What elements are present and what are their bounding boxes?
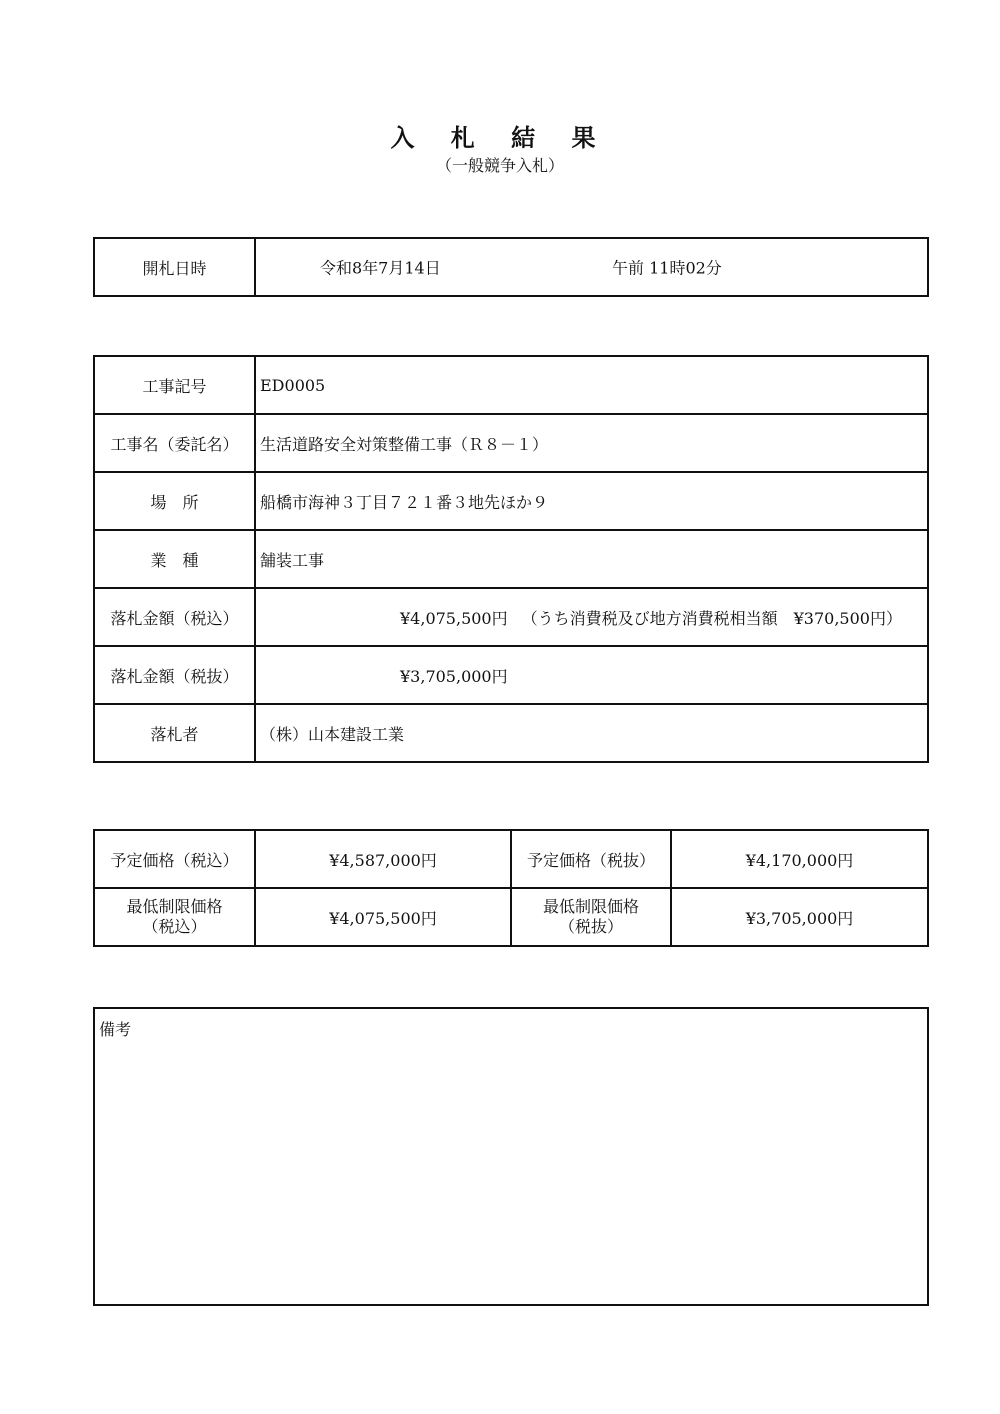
award-incl-label: 落札金額（税込）	[94, 588, 255, 646]
min-incl-value: ¥4,075,500円	[255, 888, 511, 946]
table-row	[94, 704, 928, 762]
remarks-box	[93, 1007, 929, 1306]
details-table	[93, 355, 929, 763]
award-excl-label: 落札金額（税抜）	[94, 646, 255, 704]
work-number-label: 工事記号	[94, 356, 255, 414]
award-incl-value: ¥4,075,500円	[400, 608, 508, 628]
min-incl-label	[94, 888, 255, 946]
planned-incl-label: 予定価格（税込）	[94, 830, 255, 888]
work-name-label: 工事名（委託名）	[94, 414, 255, 472]
opening-table	[93, 237, 929, 297]
min-excl-value: ¥3,705,000円	[671, 888, 928, 946]
opening-date: 令和8年7月14日	[320, 258, 441, 278]
table-row	[94, 830, 928, 888]
opening-label: 開札日時	[94, 238, 255, 296]
category-label: 業 種	[94, 530, 255, 588]
table-row	[94, 472, 928, 530]
min-excl-label	[511, 888, 671, 946]
opening-value-cell	[255, 238, 928, 296]
category-value: 舗装工事	[255, 530, 928, 588]
location-label: 場 所	[94, 472, 255, 530]
min-excl-label-line2: （税抜）	[558, 917, 623, 936]
location-value: 船橋市海神３丁目７２１番３地先ほか９	[255, 472, 928, 530]
winner-value: （株）山本建設工業	[255, 704, 928, 762]
table-row	[94, 530, 928, 588]
min-incl-label-line1: 最低制限価格	[126, 897, 223, 916]
award-excl-value: ¥3,705,000円	[400, 666, 508, 686]
planned-incl-value: ¥4,587,000円	[255, 830, 511, 888]
opening-row	[94, 238, 928, 296]
winner-label: 落札者	[94, 704, 255, 762]
award-tax-note: （うち消費税及び地方消費税相当額 ¥370,500円）	[521, 608, 902, 628]
award-excl-cell	[255, 646, 928, 704]
table-row	[94, 888, 928, 946]
min-excl-label-line1: 最低制限価格	[542, 897, 639, 916]
min-incl-label-line2: （税込）	[142, 917, 207, 936]
work-name-value: 生活道路安全対策整備工事（Ｒ８－１）	[255, 414, 928, 472]
award-incl-cell	[255, 588, 928, 646]
work-number-value: ED0005	[255, 356, 928, 414]
planned-excl-value: ¥4,170,000円	[671, 830, 928, 888]
opening-time: 午前 11時02分	[612, 258, 722, 278]
planned-excl-label: 予定価格（税抜）	[511, 830, 671, 888]
remarks-label: 備考	[99, 1020, 132, 1039]
table-row	[94, 646, 928, 704]
page-subtitle: （一般競争入札）	[435, 156, 564, 175]
table-row	[94, 356, 928, 414]
table-row	[94, 414, 928, 472]
price-table	[93, 829, 929, 947]
page-title: 入 札 結 果	[390, 123, 610, 152]
table-row	[94, 588, 928, 646]
